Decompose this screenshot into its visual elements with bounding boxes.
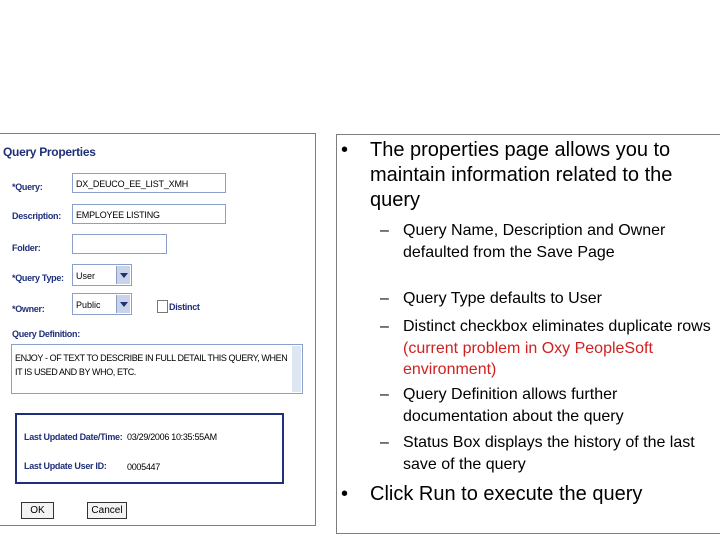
query-type-value: User: [76, 271, 96, 281]
query-type-select[interactable]: [72, 264, 132, 286]
dash-icon: –: [380, 434, 389, 451]
query-name-input[interactable]: DX_DEUCO_EE_LIST_XMH: [72, 173, 226, 193]
dash-icon: –: [380, 386, 389, 403]
scrollbar[interactable]: [292, 346, 301, 392]
bullet-icon: •: [341, 483, 349, 505]
query-definition-textarea[interactable]: [11, 344, 303, 394]
query-definition-label: Query Definition:: [12, 329, 80, 339]
folder-input[interactable]: [72, 234, 167, 254]
owner-value: Public: [76, 300, 101, 310]
status-box: [15, 413, 284, 484]
bullet-panel: • The properties page allows you to maintain information related to the query – Query Name, Description and Owner defaulted from the Save Page – Query Type defaults to User – Distinct checkbox eliminates duplicate rows (current problem in Oxy PeopleSoft environment) – Query Definition allows further documentation about the query – Status Box displays the history of the last save of the query • Click Run to execute the query: [336, 134, 720, 534]
page-title: Query Properties: [3, 145, 96, 159]
description-input[interactable]: EMPLOYEE LISTING: [72, 204, 226, 224]
query-properties-panel: [0, 133, 316, 526]
distinct-warning: (current problem in Oxy PeopleSoft environment): [403, 339, 653, 378]
definition-line-2: IT IS USED AND BY WHO, ETC.: [15, 367, 136, 377]
distinct-label: Distinct: [169, 302, 200, 312]
ok-button[interactable]: OK: [21, 502, 54, 519]
folder-label: Folder:: [12, 243, 41, 253]
bullet-icon: •: [341, 139, 349, 161]
definition-line-1: ENJOY - OF TEXT TO DESCRIBE IN FULL DETAIL THIS QUERY, WHEN: [15, 353, 288, 363]
owner-label: *Owner:: [12, 304, 45, 314]
last-updated-value: 03/29/2006 10:35:55AM: [127, 432, 217, 442]
query-label: *Query:: [12, 182, 43, 192]
owner-select[interactable]: [72, 293, 132, 315]
dash-icon: –: [380, 222, 389, 239]
last-user-label: Last Update User ID:: [24, 461, 107, 471]
query-type-label: *Query Type:: [12, 273, 64, 283]
dash-icon: –: [380, 318, 389, 335]
last-updated-label: Last Updated Date/Time:: [24, 432, 123, 442]
chevron-down-icon[interactable]: [116, 295, 130, 313]
dash-icon: –: [380, 290, 389, 307]
description-label: Description:: [12, 211, 61, 221]
chevron-down-icon[interactable]: [116, 266, 130, 284]
cancel-button[interactable]: Cancel: [87, 502, 127, 519]
last-user-value: 0005447: [127, 462, 160, 472]
distinct-checkbox[interactable]: [157, 300, 168, 313]
